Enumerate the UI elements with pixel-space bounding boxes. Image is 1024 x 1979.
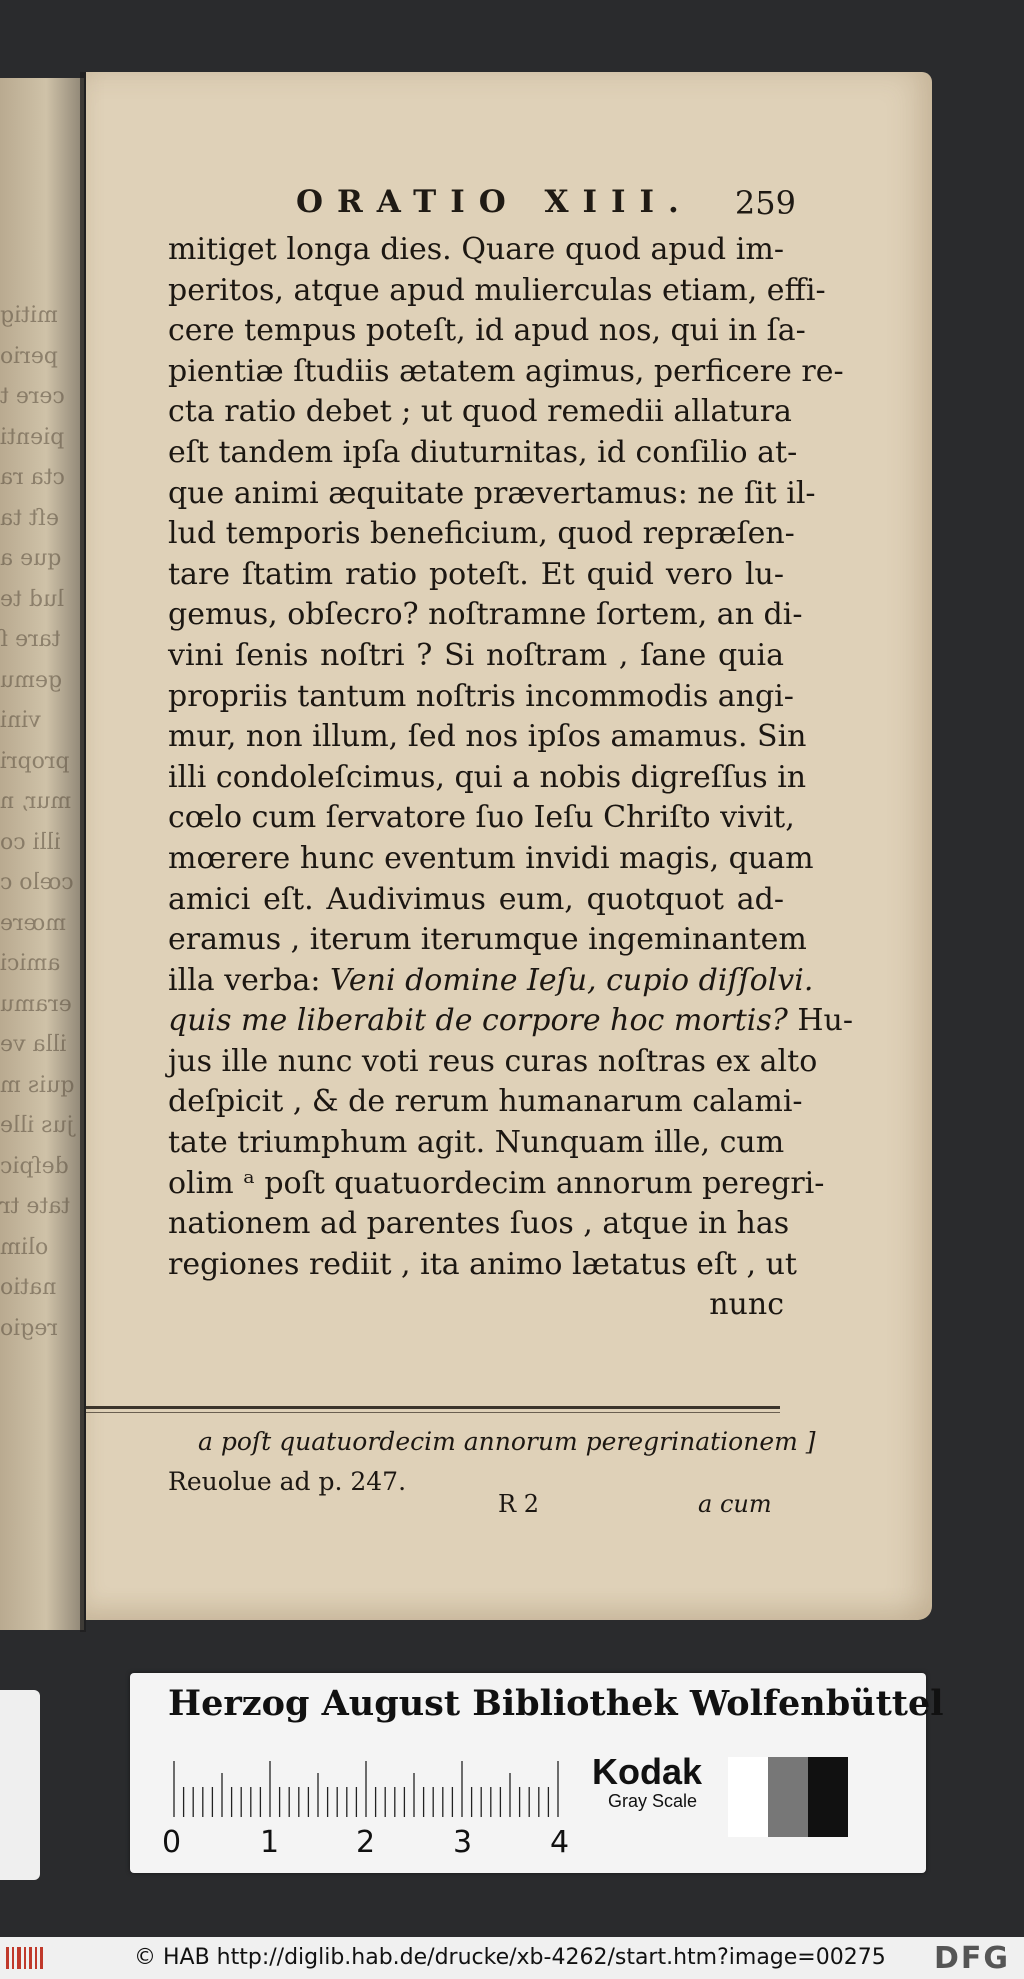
scale-number: 3 (453, 1825, 473, 1860)
facing-page-fragment: lud te (0, 586, 65, 612)
facing-page-fragment: propri (0, 748, 70, 774)
facing-page-fragment: cere t (0, 384, 65, 409)
page-number: 259 (734, 184, 796, 222)
facing-page-text (0, 303, 80, 1356)
facing-page-fragment: mœre (0, 910, 67, 936)
text-line: nationem ad parentes ſuos , atque in has (168, 1206, 790, 1242)
facing-page-fragment: vini (0, 708, 41, 733)
text-line: vini ſenis noſtri ? Si noſtram , ſane quia (168, 637, 784, 673)
facing-page-fragment: mitig (0, 303, 58, 328)
facing-page-fragment: illa ve (0, 1032, 67, 1057)
text-line: olim ᵃ poſt quatuordecim annorum peregri- (168, 1165, 825, 1201)
text-line: lud temporis beneficium, quod repræſen- (168, 516, 795, 552)
facing-page-fragment: tate tr (0, 1194, 71, 1219)
text-line: peritos, atque apud mulierculas etiam, effi- (168, 272, 826, 308)
last-word-line: nunc (709, 1287, 784, 1323)
facing-page-fragment: natio (0, 1275, 57, 1300)
text-line: tare ſtatim ratio poteſt. Et quid vero lu- (168, 556, 784, 592)
scale-number: 0 (162, 1825, 182, 1860)
text-line: pientiæ ſtudiis ætatem agimus, perficere re- (168, 353, 844, 389)
body-text (168, 230, 854, 1326)
facing-page-fragment: mur, n (0, 789, 72, 814)
text-line: cta ratio debet ; ut quod remedii allatura (168, 394, 792, 430)
text-line: quis me liberabit de corpore hoc mortis? Hu- (168, 1003, 854, 1039)
ruler-ticks (170, 1757, 570, 1817)
facing-page-fragment: eramu (0, 991, 72, 1017)
footnote-rule-thin (86, 1412, 780, 1413)
card-title: Herzog August Bibliothek Wolfenbüttel (168, 1683, 944, 1724)
text-line: gemus, obſecro? noſtramne ſortem, an di- (168, 597, 803, 633)
facing-page-fragment: regio (0, 1315, 58, 1341)
catchword: a cum (698, 1490, 772, 1518)
text-line: que animi æquitate prævertamus: ne ſit il- (168, 475, 816, 511)
facing-page-fragment: olim (0, 1234, 49, 1260)
text-line: tate triumphum agit. Nunquam ille, cum (168, 1125, 785, 1161)
scale-number: 1 (260, 1825, 280, 1860)
footnote-line: Reuolue ad p. 247. (168, 1467, 407, 1496)
text-line: mitiget longa dies. Quare quod apud im- (168, 232, 784, 267)
gray-scale-label: Gray Scale (608, 1791, 698, 1811)
facing-page-fragment: amici (0, 951, 61, 976)
facing-page-fragment: pienti (0, 424, 65, 450)
scale-number: 4 (550, 1825, 570, 1860)
text-line: cœlo cum ſervatore ſuo Ieſu Chriſto vivit, (168, 800, 795, 836)
text-line: regiones rediit , ita animo lætatus eſt , ut (168, 1246, 797, 1282)
footnote-line: a poſt quatuordecim annorum peregrinationem ] (198, 1427, 816, 1456)
book-page (86, 72, 932, 1620)
copyright-link[interactable]: © HAB http://diglib.hab.de/drucke/xb-4262/start.htm?image=00275 (134, 1945, 886, 1970)
scale-number: 2 (356, 1825, 376, 1860)
ruler-scale (162, 1757, 570, 1867)
footer-bar (0, 1937, 1024, 1979)
footnote-rule (86, 1406, 780, 1409)
facing-page-fragment: eſt ta (0, 505, 59, 531)
facing-page-fragment: quis m (0, 1072, 75, 1098)
kodak-logo: Kodak (592, 1751, 703, 1792)
text-line: jus ille nunc voti reus curas noſtras ex alto (168, 1043, 818, 1079)
facing-page-fragment: perio (0, 343, 58, 369)
facing-page-fragment: gemu (0, 667, 63, 693)
text-line: cere tempus poteſt, id apud nos, qui in ſa- (168, 313, 806, 349)
text-line: deſpicit , & de rerum humanarum calami- (168, 1084, 803, 1120)
running-title: ORATIO XIII. (296, 184, 693, 220)
text-line: illi condoleſcimus, qui a nobis digreſſus in (168, 759, 807, 795)
running-head (206, 184, 796, 228)
text-line: mœrere hunc eventum invidi magis, quam (168, 840, 814, 876)
text-line: mur, non illum, ſed nos ipſos amamus. Sin (168, 719, 807, 755)
text-line: eſt tandem ipſa diuturnitas, id conſilio at- (168, 434, 798, 470)
facing-page-fragment: cta ra (0, 465, 65, 490)
gray-swatch (728, 1757, 848, 1837)
text-line: eramus , iterum iterumque ingeminantem (168, 922, 807, 958)
text-line: illa verba: Veni domine Ieſu, cupio diſſolvi. (168, 962, 814, 998)
text-line: amici eſt. Audivimus eum, quotquot ad- (168, 881, 784, 917)
facing-page-fragment: tare ſ (0, 627, 61, 652)
footnote (168, 1422, 816, 1502)
color-calibration-card (130, 1673, 944, 1873)
facing-page-fragment: illi co (0, 829, 61, 855)
signature-mark: R 2 (498, 1490, 539, 1518)
facing-page-fragment: que a (0, 546, 62, 571)
text-line: propriis tantum noſtris incommodis angi- (168, 678, 794, 714)
facing-page-fragment: deſpic (0, 1153, 69, 1179)
dfg-logo: DFG (933, 1941, 1010, 1976)
facing-page-fragment: cœlo c (0, 870, 74, 895)
barcode-logo-icon (4, 1945, 46, 1971)
card-edge (0, 1690, 40, 1880)
facing-page-edge (0, 78, 84, 1630)
facing-page-fragment: jus ille (0, 1113, 74, 1138)
